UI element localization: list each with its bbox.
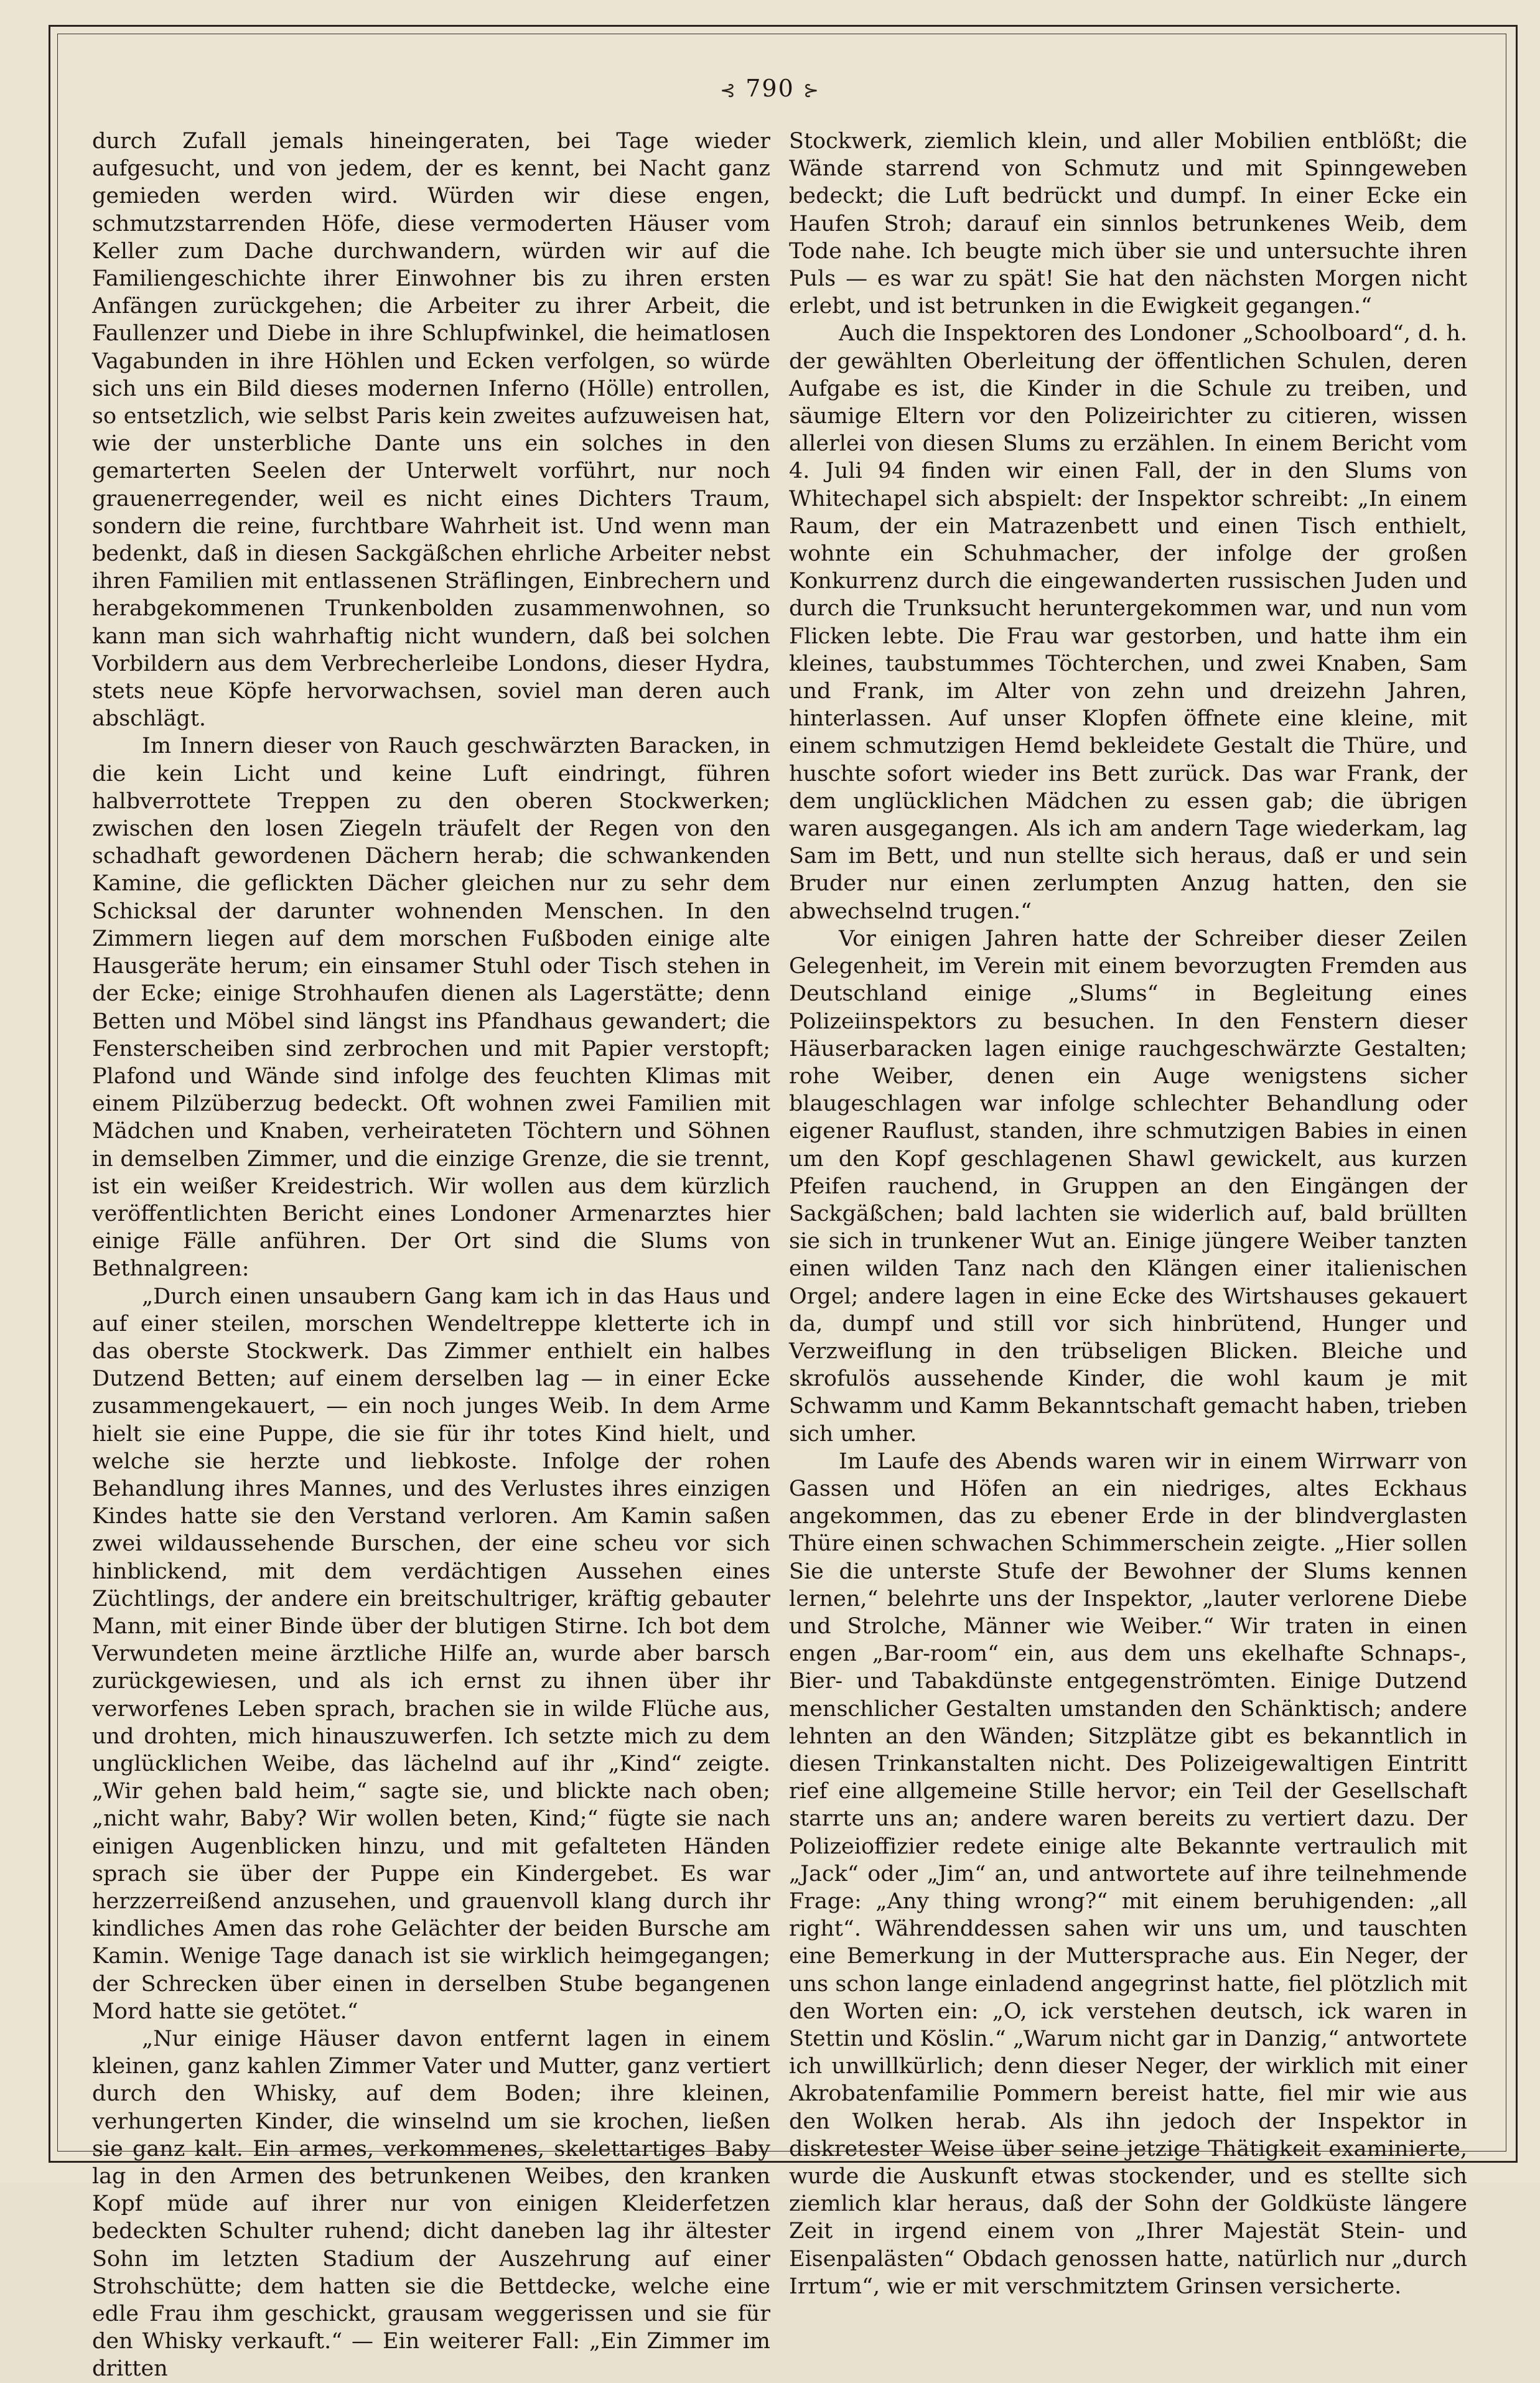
paragraph: „Nur einige Häuser davon entfernt lagen in einem kleinen, ganz kahlen Zimmer Vater und Mutter, ganz vertiert durch den Whisky, auf dem Boden; ihre kleinen, verhungerten Kinder, die winselnd um sie krochen, ließen sie ganz kalt. Ein armes, verkommenes, skelettartiges Baby lag in den Armen des betrunkenen Weibes, den kranken Kopf müde auf ihrer nur von einigen Kleiderfetzen bedeckten Schulter ruhend; dicht daneben lag ihr ältester Sohn im letzten Stadium der Auszehrung auf einer Strohschütte; dem hatten sie die Bettdecke, welche eine edle Frau ihm geschickt, grausam weggerissen und sie für den Whisky verkauft.“ — Ein weiterer Fall: „Ein Zimmer im dritten	[92, 2026, 770, 2382]
paragraph: Stockwerk, ziemlich klein, und aller Mobilien entblößt; die Wände starrend von Schmutz und mit Spinngeweben bedeckt; die Luft bedrückt und dumpf. In einer Ecke ein Haufen Stroh; darauf ein sinnlos betrunkenes Weib, dem Tode nahe. Ich beugte mich über sie und untersuchte ihren Puls — es war zu spät! Sie hat den nächsten Morgen nicht erlebt, und ist betrunken in die Ewigkeit gegangen.“	[789, 129, 1467, 319]
ornament-right-icon: ⊱	[803, 80, 820, 101]
paragraph: Vor einigen Jahren hatte der Schreiber dieser Zeilen Gelegenheit, im Verein mit einem bevorzugten Fremden aus Deutschland einige „Slums“ in Begleitung eines Polizeiinspektors zu besuchen. In den Fenstern dieser Häuserbaracken lagen einige rauchgeschwärzte Gestalten; rohe Weiber, denen ein Auge wenigstens sicher blaugeschlagen war infolge schlechter Behandlung oder eigener Rauflust, standen, ihre schmutzigen Babies in einen um den Kopf geschlagenen Shawl gewickelt, aus kurzen Pfeifen rauchend, in Gruppen an den Eingängen der Sackgäßchen; bald lachten sie widerlich auf, bald brüllten sie sich in trunkener Wut an. Einige jüngere Weiber tanzten einen wilden Tanz nach den Klängen einer italienischen Orgel; andere lagen in eine Ecke des Wirtshauses gekauert da, dumpf und still vor sich hinbrütend, Hunger und Verzweiflung in den trübseligen Blicken. Bleiche und skrofulös aussehende Kinder, die wohl kaum je mit Schwamm und Kamm Bekanntschaft gemacht haben, trieben sich umher.	[789, 926, 1467, 1447]
page-number: 790	[745, 75, 795, 102]
paragraph: durch Zufall jemals hineingeraten, bei Tage wieder aufgesucht, und von jedem, der es kennt, bei Nacht ganz gemieden werden wird. Würden wir diese engen, schmutzstarrenden Höfe, diese vermoderten Häuser vom Keller zum Dache durchwandern, würden wir auf die Familiengeschichte ihrer Einwohner bis zu ihren ersten Anfängen zurückgehen; die Arbeiter zu ihrer Arbeit, die Faullenzer und Diebe in ihre Schlupfwinkel, die heimatlosen Vagabunden in ihre Höhlen und Ecken verfolgen, so würde sich uns ein Bild dieses modernen Inferno (Hölle) entrollen, so entsetzlich, wie selbst Paris kein zweites aufzuweisen hat, wie der unsterbliche Dante uns ein solches in den gemarterten Seelen der Unterwelt vorführt, nur noch grauenerregender, weil es nicht eines Dichters Traum, sondern die reine, furchtbare Wahrheit ist. Und wenn man bedenkt, daß in diesen Sackgäßchen ehrliche Arbeiter nebst ihren Familien mit entlassenen Sträflingen, Einbrechern und herabgekommenen Trunkenbolden zusammenwohnen, so kann man sich wahrhaftig nicht wundern, daß bei solchen Vorbildern aus dem Verbrecherleibe Londons, dieser Hydra, stets neue Köpfe hervorwachsen, soviel man deren auch abschlägt.	[92, 129, 770, 732]
ornament-left-icon: ⊰	[720, 80, 737, 101]
right-column	[789, 128, 1467, 2299]
left-column	[92, 128, 770, 2382]
paragraph: Auch die Inspektoren des Londoner „Schoolboard“, d. h. der gewählten Oberleitung der öffentlichen Schulen, deren Aufgabe es ist, die Kinder in die Schule zu treiben, und säumige Eltern vor den Polizeirichter zu citieren, wissen allerlei von diesen Slums zu erzählen. In einem Bericht vom 4. Juli 94 finden wir einen Fall, der in den Slums von Whitechapel sich abspielt: der Inspektor schreibt: „In einem Raum, der ein Matrazenbett und einen Tisch enthielt, wohnte ein Schuhmacher, der infolge der großen Konkurrenz durch die eingewanderten russischen Juden und durch die Trunksucht heruntergekommen war, und nun vom Flicken lebte. Die Frau war gestorben, und hatte ihm ein kleines, taubstummes Töchterchen, und zwei Knaben, Sam und Frank, im Alter von zehn und dreizehn Jahren, hinterlassen. Auf unser Klopfen öffnete eine kleine, mit einem schmutzigen Hemd bekleidete Gestalt die Thüre, und huschte sofort wieder ins Bett zurück. Das war Frank, der dem unglücklichen Mädchen zu essen gab; die übrigen waren ausgegangen. Als ich am andern Tage wiederkam, lag Sam im Bett, und nun stellte sich heraus, daß er und sein Bruder nur einen zerlumpten Anzug hatten, den sie abwechselnd trugen.“	[789, 321, 1467, 924]
paragraph: Im Laufe des Abends waren wir in einem Wirrwarr von Gassen und Höfen an ein niedriges, altes Eckhaus angekommen, das zu ebener Erde in der blindverglasten Thüre einen schwachen Schimmerschein zeigte. „Hier sollen Sie die unterste Stufe der Bewohner der Slums kennen lernen,“ belehrte uns der Inspektor, „lauter verlorene Diebe und Strolche, Männer wie Weiber.“ Wir traten in einen engen „Bar-room“ ein, aus dem uns ekelhafte Schnaps-, Bier- und Tabakdünste entgegenströmten. Einige Dutzend menschlicher Gestalten umstanden den Schänktisch; andere lehnten an den Wänden; Sitzplätze gibt es bekanntlich in diesen Trinkanstalten nicht. Des Polizeigewaltigen Eintritt rief eine allgemeine Stille hervor; ein Teil der Gesellschaft starrte uns an; andere waren bereits zu vertiert dazu. Der Polizeioffizier redete einige alte Bekannte vertraulich mit „Jack“ oder „Jim“ an, und antwortete auf ihre teilnehmende Frage: „Any thing wrong?“ mit einem beruhigenden: „all right“. Währenddessen sahen wir uns um, und tauschten eine Bemerkung in der Muttersprache aus. Ein Neger, der uns schon lange einladend angegrinst hatte, fiel plötzlich mit den Worten ein: „O, ick verstehen deutsch, ick waren in Stettin und Köslin.“ „Warum nicht gar in Danzig,“ antwortete ich unwillkürlich; denn dieser Neger, der wirklich mit einer Akrobatenfamilie Pommern bereist hatte, fiel mir wie aus den Wolken herab. Als ihn jedoch der Inspektor in diskretester Weise über seine jetzige Thätigkeit examinierte, wurde die Auskunft etwas stockender, und es stellte sich ziemlich klar heraus, daß der Sohn der Goldküste längere Zeit in irgend einem von „Ihrer Majestät Stein- und Eisenpalästen“ Obdach genossen hatte, natürlich nur „durch Irrtum“, wie er mit verschmitztem Grinsen versicherte.	[789, 1448, 1467, 2299]
page-header	[0, 75, 1540, 102]
paragraph: Im Innern dieser von Rauch geschwärzten Baracken, in die kein Licht und keine Luft eindringt, führen halbverrottete Treppen zu den oberen Stockwerken; zwischen den losen Ziegeln träufelt der Regen von den schadhaft gewordenen Dächern herab; die schwankenden Kamine, die geflickten Dächer gleichen nur zu sehr dem Schicksal der darunter wohnenden Menschen. In den Zimmern liegen auf dem morschen Fußboden einige alte Hausgeräte herum; ein einsamer Stuhl oder Tisch stehen in der Ecke; einige Strohhaufen dienen als Lagerstätte; denn Betten und Möbel sind längst ins Pfandhaus gewandert; die Fensterscheiben sind zerbrochen und mit Papier verstopft; Plafond und Wände sind infolge des feuchten Klimas mit einem Pilzüberzug bedeckt. Oft wohnen zwei Familien mit Mädchen und Knaben, verheirateten Töchtern und Söhnen in demselben Zimmer, und die einzige Grenze, die sie trennt, ist ein weißer Kreidestrich. Wir wollen aus dem kürzlich veröffentlichten Bericht eines Londoner Armenarztes hier einige Fälle anführen. Der Ort sind die Slums von Bethnalgreen:	[92, 734, 770, 1282]
paragraph: „Durch einen unsaubern Gang kam ich in das Haus und auf einer steilen, morschen Wendeltreppe kletterte ich in das oberste Stockwerk. Das Zimmer enthielt ein halbes Dutzend Betten; auf einem derselben lag — in einer Ecke zusammengekauert, — ein noch junges Weib. In dem Arme hielt sie eine Puppe, die sie für ihr totes Kind hielt, und welche sie herzte und liebkoste. Infolge der rohen Behandlung ihres Mannes, und des Verlustes ihres einzigen Kindes hatte sie den Verstand verloren. Am Kamin saßen zwei wildaussehende Burschen, der eine scheu vor sich hinblickend, mit dem verdächtigen Aussehen eines Züchtlings, der andere ein breitschultriger, kräftig gebauter Mann, mit einer Binde über der blutigen Stirne. Ich bot dem Verwundeten meine ärztliche Hilfe an, wurde aber barsch zurückgewiesen, und als ich ernst zu ihnen über ihr verworfenes Leben sprach, brachen sie in wilde Flüche aus, und drohten, mich hinauszuwerfen. Ich setzte mich zu dem unglücklichen Weibe, das lächelnd auf ihr „Kind“ zeigte. „Wir gehen bald heim,“ sagte sie, und blickte nach oben; „nicht wahr, Baby? Wir wollen beten, Kind;“ fügte sie nach einigen Augenblicken hinzu, und mit gefalteten Händen sprach sie über der Puppe ein Kindergebet. Es war herzzerreißend anzusehen, und grauenvoll klang durch ihr kindliches Amen das rohe Gelächter der beiden Bursche am Kamin. Wenige Tage danach ist sie wirklich heimgegangen; der Schrecken über einen in derselben Stube begangenen Mord hatte sie getötet.“	[92, 1284, 770, 2024]
